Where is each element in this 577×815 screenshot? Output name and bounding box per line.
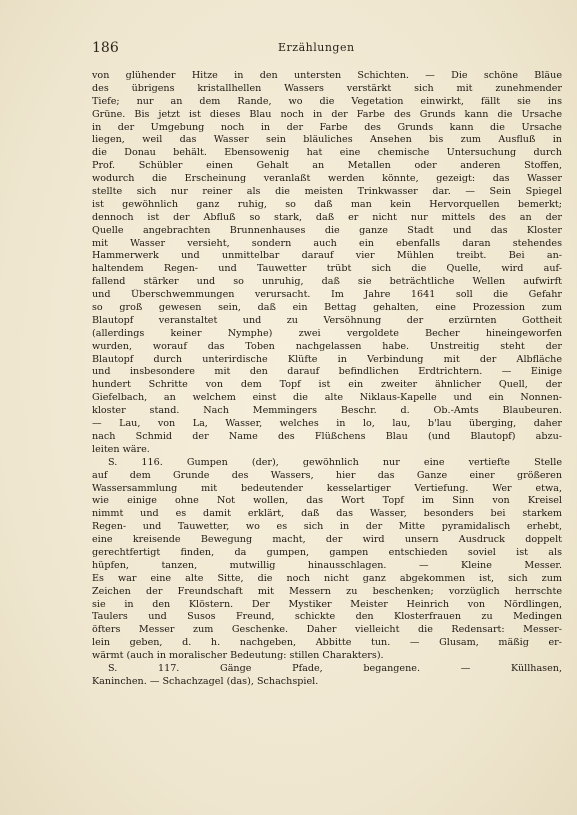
text-line: Tiefe; nur an dem Rande, wo die Vegetation einwirkt, fällt sie ins bbox=[92, 95, 562, 107]
text-line: Quelle angebrachten Brunnenhauses die ganze Stadt und das Kloster bbox=[92, 224, 562, 236]
text-line: S. 117. Gänge Pfade, begangene. — Küllhasen, bbox=[108, 662, 562, 674]
text-line: ist gewöhnlich ganz ruhig, so daß man kein Hervorquellen bemerkt; bbox=[92, 198, 562, 210]
text-line: kloster stand. Nach Memmingers Beschr. d. Ob.-Amts Blaubeuren. bbox=[92, 405, 562, 417]
text-line: hüpfen, tanzen, mutwillig hinausschlagen. — Kleine Messer. bbox=[92, 559, 562, 571]
text-line: nach Schmid der Name des Flüßchens Blau (und Blautopf) abzu- bbox=[92, 430, 562, 442]
page-header bbox=[92, 40, 562, 60]
text-line: Wassersammlung mit bedeutender kesselartiger Vertiefung. Wer etwa, bbox=[92, 482, 562, 494]
body-text bbox=[92, 70, 562, 689]
text-line: von glühender Hitze in den untersten Schichten. — Die schöne Bläue bbox=[92, 70, 562, 81]
text-line: Es war eine alte Sitte, die noch nicht ganz abgekommen ist, sich zum bbox=[92, 572, 562, 584]
text-line: mit Wasser versieht, sondern auch ein ebenfalls daran stehendes bbox=[92, 237, 562, 249]
text-line: öfters Messer zum Geschenke. Daher vielleicht die Redensart: Messer- bbox=[92, 624, 562, 636]
text-line: (allerdings keiner Nymphe) zwei vergoldete Becher hineingeworfen bbox=[92, 327, 562, 339]
text-line: Taulers und Susos Freund, schickte den Klosterfrauen zu Medingen bbox=[92, 611, 562, 623]
text-line: und Überschwemmungen verursacht. Im Jahre 1641 soll die Gefahr bbox=[92, 289, 562, 301]
text-line: Giefelbach, an welchem einst die alte Niklaus-Kapelle und ein Nonnen- bbox=[92, 392, 562, 404]
text-line: S. 116. Gumpen (der), gewöhnlich nur eine vertiefte Stelle bbox=[108, 456, 562, 468]
text-line: wodurch die Erscheinung veranlaßt werden könnte, gezeigt: das Wasser bbox=[92, 173, 562, 185]
text-line: so groß gewesen sein, daß ein Bettag gehalten, eine Prozession zum bbox=[92, 302, 562, 314]
text-line: eine kreisende Bewegung macht, der wird unsern Ausdruck doppelt bbox=[92, 534, 562, 546]
text-line: wärmt (auch in moralischer Bedeutung: stillen Charakters). bbox=[92, 650, 384, 662]
text-line: liegen, weil das Wasser sein bläuliches Ansehen bis zum Ausfluß in bbox=[92, 134, 562, 146]
text-line: in der Umgebung noch in der Farbe des Grunds kann die Ursache bbox=[92, 121, 562, 133]
text-line: nimmt und es damit erklärt, daß das Wasser, besonders bei starkem bbox=[92, 508, 562, 520]
page-number: 186 bbox=[92, 40, 119, 56]
text-line: gerechtfertigt finden, da gumpen, gampen entschieden soviel ist als bbox=[92, 546, 562, 558]
text-line: Blautopf durch unterirdische Klüfte in Verbindung mit der Albfläche bbox=[92, 353, 562, 365]
text-line: hundert Schritte von dem Topf ist ein zweiter ähnlicher Quell, der bbox=[92, 379, 562, 391]
text-line: sie in den Klöstern. Der Mystiker Meister Heinrich von Nördlingen, bbox=[92, 598, 562, 610]
text-line: dennoch ist der Abfluß so stark, daß er nicht nur mittels des an der bbox=[92, 211, 562, 223]
text-line: die Donau behält. Ebensowenig hat eine chemische Untersuchung durch bbox=[92, 147, 562, 159]
text-line: Regen- und Tauwetter, wo es sich in der Mitte pyramidalisch erhebt, bbox=[92, 521, 562, 533]
text-line: Kaninchen. — Schachzagel (das), Schachspiel. bbox=[92, 675, 319, 687]
text-line: lein geben, d. h. nachgeben, Abbitte tun. — Glusam, mäßig er- bbox=[92, 637, 562, 649]
text-line: leiten wäre. bbox=[92, 443, 150, 455]
text-line: wurden, worauf das Toben nachgelassen habe. Unstreitig steht der bbox=[92, 340, 562, 352]
text-line: des übrigens kristallhellen Wassers verstärkt sich mit zunehmender bbox=[92, 82, 562, 94]
text-line: Grüne. Bis jetzt ist dieses Blau noch in der Farbe des Grunds kann die Ursache bbox=[92, 108, 562, 120]
text-line: Prof. Schübler einen Gehalt an Metallen oder anderen Stoffen, bbox=[92, 160, 562, 172]
text-line: fallend stärker und so unruhig, daß sie beträchtliche Wellen aufwirft bbox=[92, 276, 562, 288]
text-line: Hammerwerk und unmittelbar darauf vier Mühlen treibt. Bei an- bbox=[92, 250, 562, 262]
running-title: Erzählungen bbox=[278, 41, 355, 54]
text-line: und insbesondere mit den darauf befindlichen Erdtrichtern. — Einige bbox=[92, 366, 562, 378]
text-line: haltendem Regen- und Tauwetter trübt sich die Quelle, wird auf- bbox=[92, 263, 562, 275]
text-line: auf dem Grunde des Wassers, hier das Ganze einer größeren bbox=[92, 469, 562, 481]
text-line: wie einige ohne Not wollen, das Wort Topf im Sinn von Kreisel bbox=[92, 495, 562, 507]
text-line: Zeichen der Freundschaft mit Messern zu beschenken; vorzüglich herrschte bbox=[92, 585, 562, 597]
text-line: stellte sich nur reiner als die meisten Trinkwasser dar. — Sein Spiegel bbox=[92, 186, 562, 198]
text-line: Blautopf veranstaltet und zu Versöhnung der erzürnten Gottheit bbox=[92, 314, 562, 326]
text-line: — Lau, von La, Wasser, welches in lo, lau, b'lau überging, daher bbox=[92, 418, 562, 430]
